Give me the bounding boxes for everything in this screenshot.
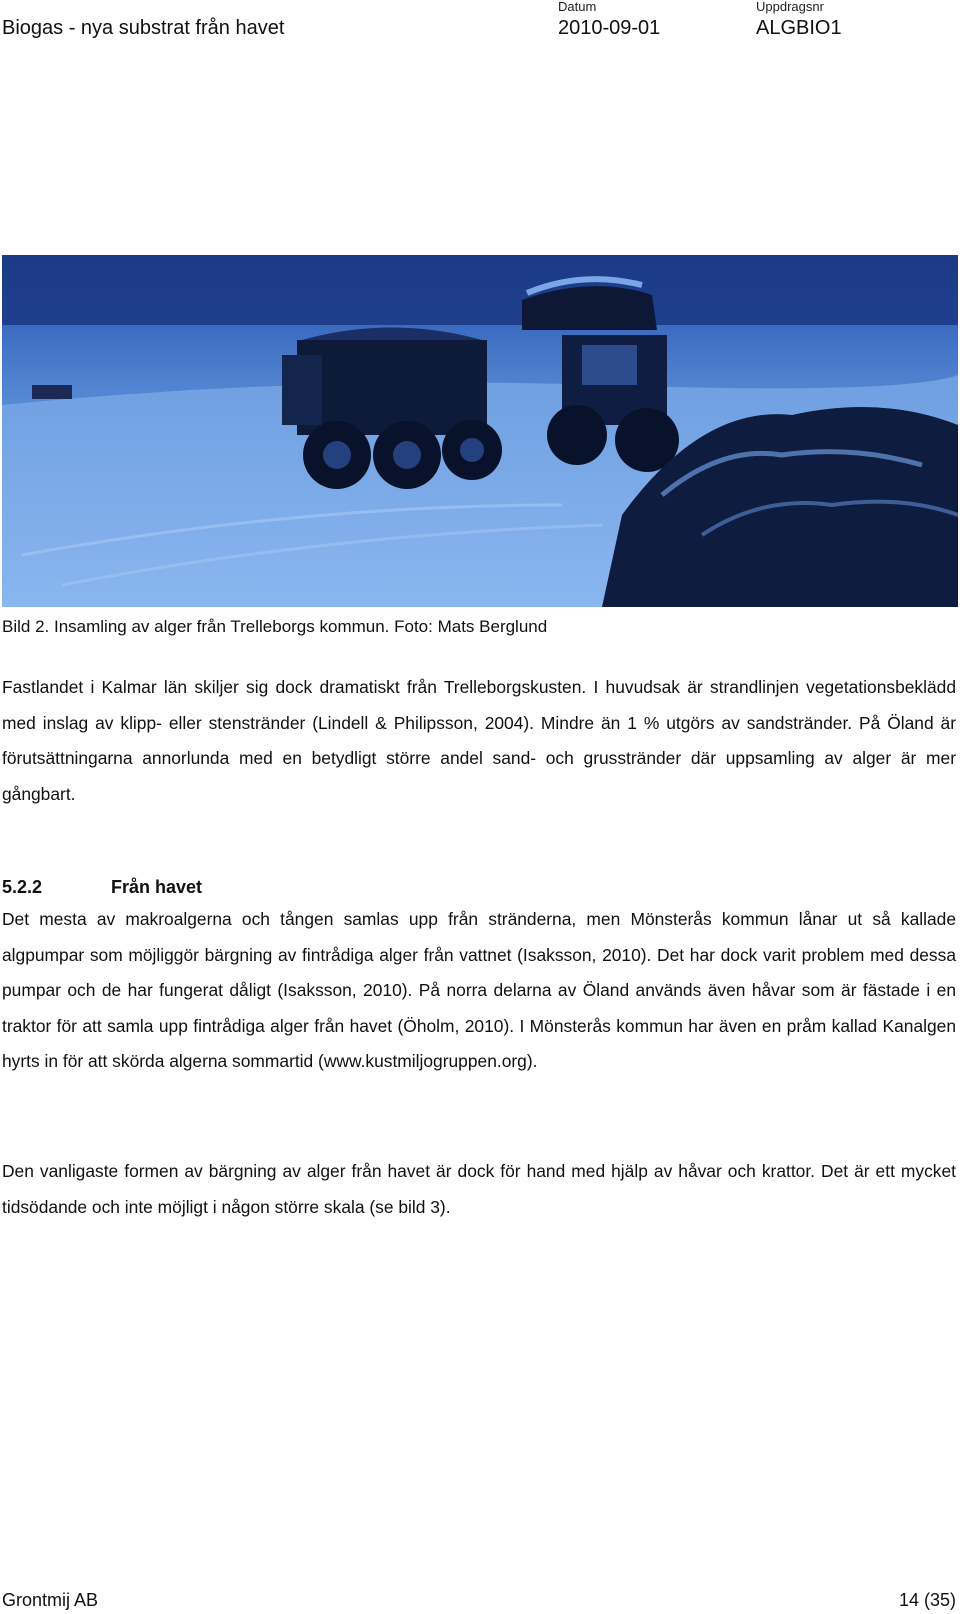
- document-title: Biogas - nya substrat från havet: [2, 17, 285, 39]
- assignment-label: Uppdragsnr: [756, 0, 824, 14]
- footer-company: Grontmij AB: [2, 1590, 99, 1610]
- section-title: Från havet: [111, 877, 203, 897]
- body-paragraph-2: Det mesta av makroalgerna och tången samlas upp från stränderna, men Mönsterås kommun lånar ut så kallade algpumpar som möjliggör bärgning av fintrådiga alger från vattnet (Isaksson, 2010). Det har dock varit problem med dessa pumpar och de har fungerat dåligt (Isaksson, 2010). På norra delarna av Öland används även håvar som är fästade i en traktor för att samla upp fintrådiga alger från havet (Öholm, 2010). I Mönsterås kommun har även en pråm kallad Kanalgen hyrts in för att skörda algerna sommartid (www.kustmiljogruppen.org).: [2, 909, 956, 1072]
- footer-page-number: 14 (35): [898, 1590, 956, 1610]
- section-number: 5.2.2: [2, 877, 43, 897]
- figure-caption: Bild 2. Insamling av alger från Trelleborgs kommun. Foto: Mats Berglund: [2, 617, 548, 636]
- assignment-value: ALGBIO1: [756, 17, 842, 39]
- body-paragraph-3: Den vanligaste formen av bärgning av alger från havet är dock för hand med hjälp av håvar och krattor. Det är ett mycket tidsödande och inte möjligt i någon större skala (se bild 3).: [2, 1161, 956, 1217]
- date-label: Datum: [558, 0, 597, 14]
- beach-algae-photo: [2, 255, 958, 607]
- date-value: 2010-09-01: [558, 17, 661, 39]
- body-paragraph-1: Fastlandet i Kalmar län skiljer sig dock dramatiskt från Trelleborgskusten. I huvudsak är strandlinjen vegetationsbeklädd med inslag av klipp- eller stenstränder (Lindell & Philipsson, 2004). Mindre än 1 % utgörs av sandstränder. På Öland är förutsättningarna annorlunda med en betydligt större andel sand- och grusstränder där uppsamling av alger är mer gångbart.: [2, 677, 956, 804]
